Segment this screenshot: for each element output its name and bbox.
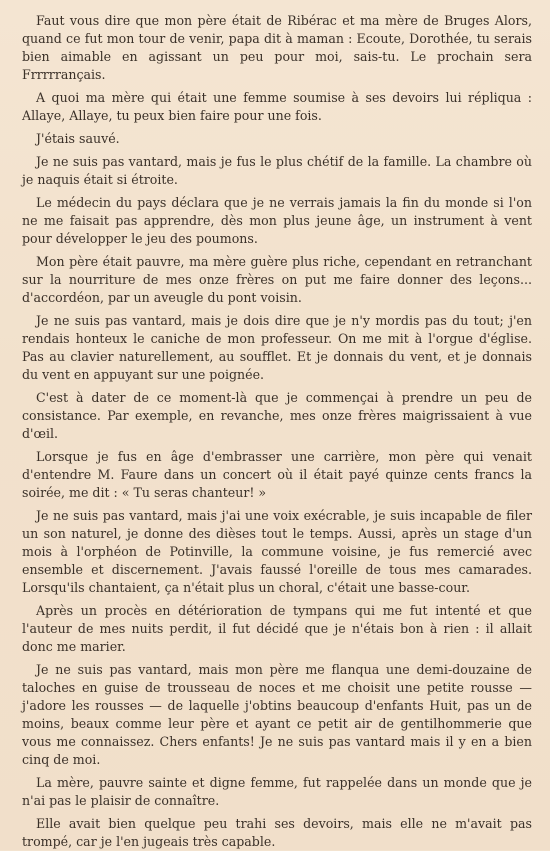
paragraph-4: Je ne suis pas vantard, mais je fus le plus chétif de la famille. La chambre où je naquis était si étroite. <box>22 154 532 187</box>
paragraph-9: Lorsque je fus en âge d'embrasser une carrière, mon père qui venait d'entendre M. Faure dans un concert où il était payé quinze cents francs la soirée, me dit : « Tu seras chanteur! » <box>22 449 532 500</box>
paragraph-14: Elle avait bien quelque peu trahi ses devoirs, mais elle ne m'avait pas trompé, car je l'en jugeais très capable. <box>22 816 532 849</box>
paragraph-7: Je ne suis pas vantard, mais je dois dire que je n'y mordis pas du tout; j'en rendais honteux le caniche de mon professeur. On me mit à l'orgue d'église. Pas au clavier naturellement, au soufflet. Et je donnais du vent, et je donnais du vent en appuyant sur une poignée. <box>22 313 532 382</box>
paragraph-6: Mon père était pauvre, ma mère guère plus riche, cependant en retranchant sur la nourriture de mes onze frères on put me faire donner des leçons... d'accordéon, par un aveugle du pont voisin. <box>22 254 532 305</box>
paragraph-1: Faut vous dire que mon père était de Ribérac et ma mère de Bruges Alors, quand ce fut mon tour de venir, papa dit à maman : Ecoute, Dorothée, tu serais bien aimable en agissant un peu pour moi, sais-tu. Le prochain sera Frrrrrançais. <box>22 13 532 82</box>
paragraph-8: C'est à dater de ce moment-là que je commençai à prendre un peu de consistance. Par exemple, en revanche, mes onze frères maigrissaient à vue d'œil. <box>22 390 532 441</box>
paragraph-2: A quoi ma mère qui était une femme soumise à ses devoirs lui répliqua : Allaye, Allaye, tu peux bien faire pour une fois. <box>22 90 532 123</box>
paragraph-3: J'étais sauvé. <box>36 131 120 146</box>
paragraph-10: Je ne suis pas vantard, mais j'ai une voix exécrable, je suis incapable de filer un son naturel, je donne des dièses tout le temps. Aussi, après un stage d'un mois à l'orphéon de Potinville, la commune voisine, je fus remercié avec ensemble et discernement. J'avais faussé l'oreille de tous mes camarades. Lorsqu'ils chantaient, ça n'était plus un choral, c'était une basse-cour. <box>22 508 532 595</box>
paragraph-13: La mère, pauvre sainte et digne femme, fut rappelée dans un monde que je n'ai pas le plaisir de connaître. <box>22 775 532 808</box>
paragraph-11: Après un procès en détérioration de tympans qui me fut intenté et que l'auteur de mes nuits perdit, il fut décidé que je n'étais bon à rien : il allait donc me marier. <box>22 603 532 654</box>
paragraph-12: Je ne suis pas vantard, mais mon père me flanqua une demi-douzaine de taloches en guise de trousseau de noces et me choisit une petite rousse — j'adore les rousses — de laquelle j'obtins beaucoup d'enfants Huit, pas un de moins, beaux comme leur père et ayant ce petit air de gentilhommerie que vous me connaissez. Chers enfants! Je ne suis pas vantard mais il y en a bien cinq de moi. <box>22 662 532 767</box>
paragraph-5: Le médecin du pays déclara que je ne verrais jamais la fin du monde si l'on ne me faisait pas apprendre, dès mon plus jeune âge, un instrument à vent pour développer le jeu des poumons. <box>22 195 532 246</box>
